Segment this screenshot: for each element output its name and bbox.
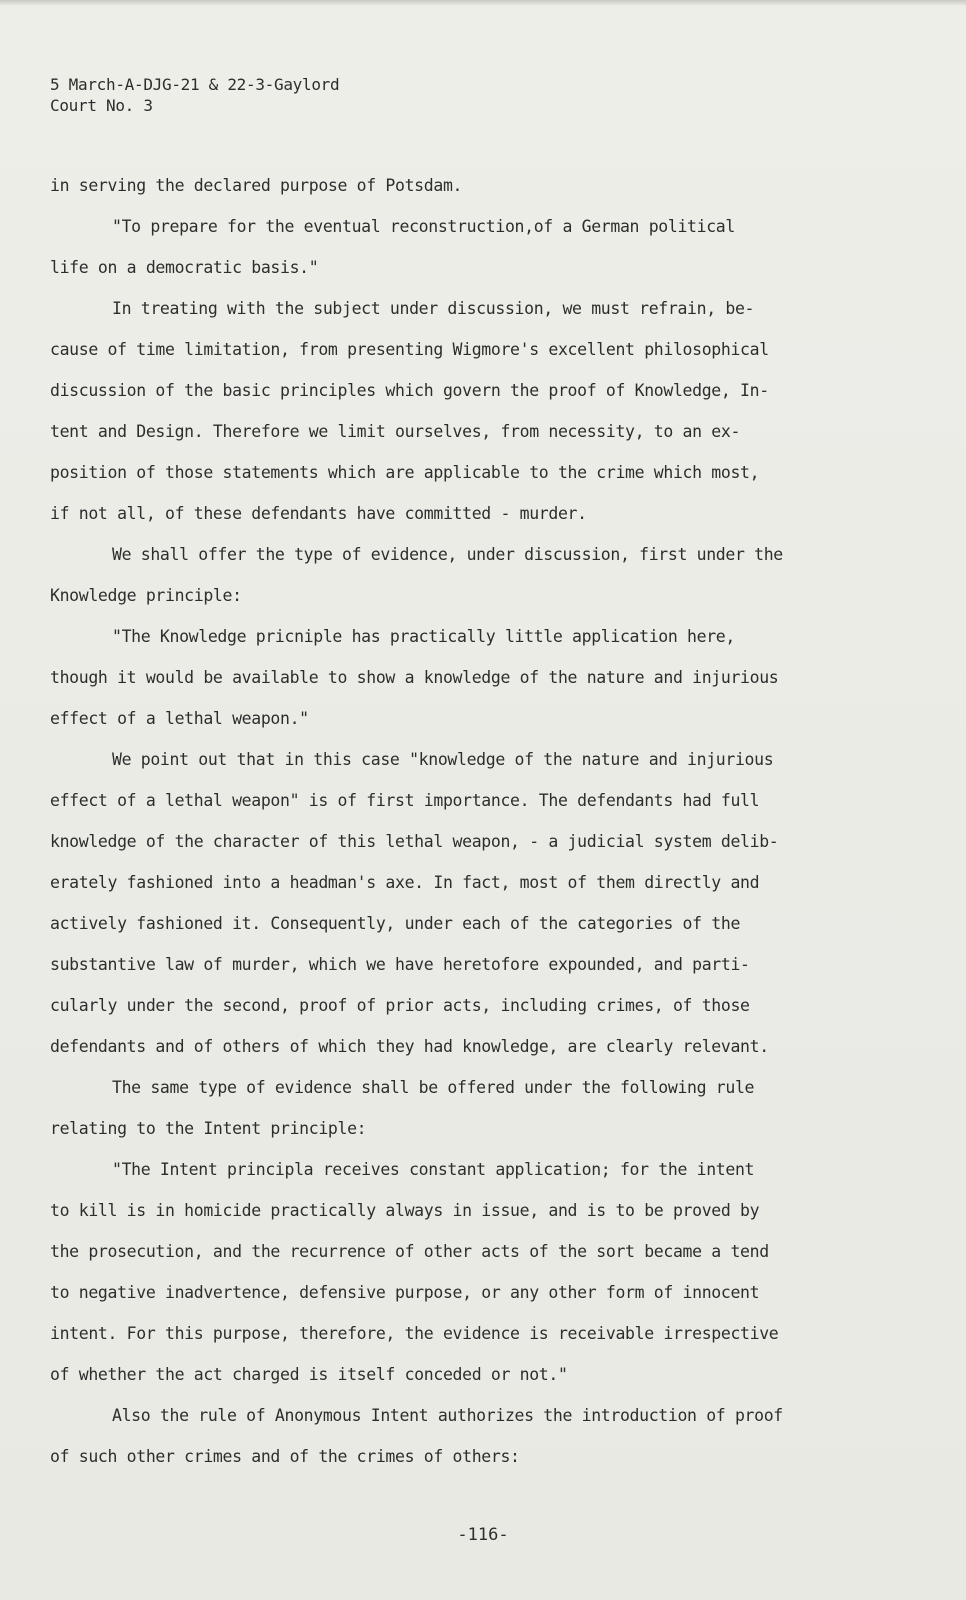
text-line: "The Knowledge pricniple has practically little application here, [112, 627, 735, 646]
text-line: position of those statements which are applicable to the crime which most, [50, 463, 760, 482]
text-line: if not all, of these defendants have committed - murder. [50, 504, 587, 523]
text-line: defendants and of others of which they had knowledge, are clearly relevant. [50, 1037, 769, 1056]
text-line: In treating with the subject under discussion, we must refrain, be- [112, 299, 755, 318]
header-line-reference: 5 March-A-DJG-21 & 22-3-Gaylord [50, 75, 340, 94]
text-line: Also the rule of Anonymous Intent authorizes the introduction of proof [112, 1406, 783, 1425]
text-line: We point out that in this case "knowledge of the nature and injurious [112, 750, 774, 769]
text-line: We shall offer the type of evidence, under discussion, first under the [112, 545, 783, 564]
text-line: effect of a lethal weapon." [50, 709, 309, 728]
text-line: knowledge of the character of this lethal weapon, - a judicial system delib- [50, 832, 779, 851]
text-line: cularly under the second, proof of prior acts, including crimes, of those [50, 996, 750, 1015]
body-text [50, 176, 910, 1488]
text-line: of whether the act charged is itself conceded or not." [50, 1365, 568, 1384]
text-line: in serving the declared purpose of Potsdam. [50, 176, 463, 195]
text-line: substantive law of murder, which we have heretofore expounded, and parti- [50, 955, 750, 974]
text-line: intent. For this purpose, therefore, the evidence is receivable irrespective [50, 1324, 779, 1343]
page-edge [0, 0, 966, 6]
text-line: The same type of evidence shall be offered under the following rule [112, 1078, 755, 1097]
text-line: "To prepare for the eventual reconstruction,of a German political [112, 217, 735, 236]
text-line: effect of a lethal weapon" is of first importance. The defendants had full [50, 791, 760, 810]
text-line: to kill is in homicide practically always in issue, and is to be proved by [50, 1201, 760, 1220]
text-line: relating to the Intent principle: [50, 1119, 367, 1138]
text-line: to negative inadvertence, defensive purpose, or any other form of innocent [50, 1283, 760, 1302]
text-line: cause of time limitation, from presenting Wigmore's excellent philosophical [50, 340, 769, 359]
text-line: actively fashioned it. Consequently, under each of the categories of the [50, 914, 741, 933]
text-line: Knowledge principle: [50, 586, 242, 605]
text-line: the prosecution, and the recurrence of other acts of the sort became a tend [50, 1242, 769, 1261]
text-line: discussion of the basic principles which govern the proof of Knowledge, In- [50, 381, 769, 400]
text-line: tent and Design. Therefore we limit ourselves, from necessity, to an ex- [50, 422, 741, 441]
text-line: of such other crimes and of the crimes of others: [50, 1447, 520, 1466]
page-number: -116- [457, 1525, 509, 1545]
text-line: "The Intent principla receives constant application; for the intent [112, 1160, 755, 1179]
page-header [50, 74, 339, 116]
header-line-court: Court No. 3 [50, 96, 153, 115]
text-line: life on a democratic basis." [50, 258, 319, 277]
text-line: though it would be available to show a knowledge of the nature and injurious [50, 668, 779, 687]
text-line: erately fashioned into a headman's axe. In fact, most of them directly and [50, 873, 760, 892]
